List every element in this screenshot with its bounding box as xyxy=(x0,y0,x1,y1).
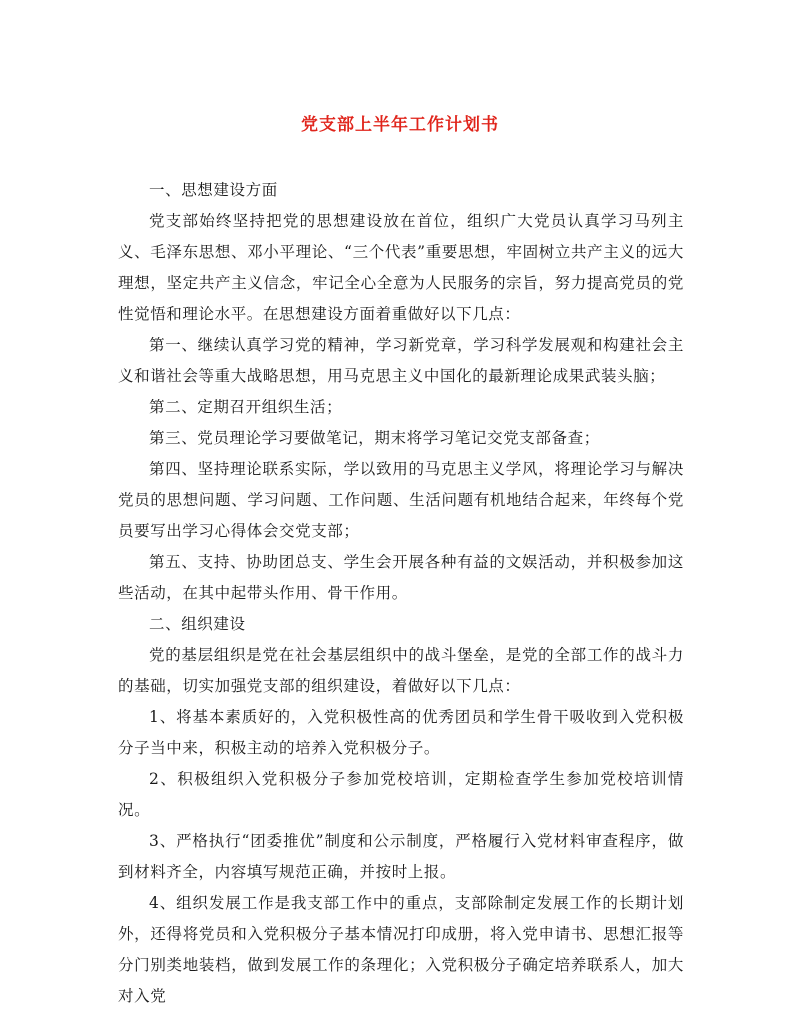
section-heading-ideology: 一、思想建设方面 xyxy=(149,181,278,199)
document-title: 党支部上半年工作计划书 xyxy=(301,115,499,135)
paragraph-item-2: 2、积极组织入党积极分子参加党校培训，定期检查学生参加党校培训情况。 xyxy=(118,770,684,819)
paragraph-point-3: 第三、党员理论学习要做笔记，期末将学习笔记交党支部备查； xyxy=(149,429,600,447)
paragraph-point-4: 第四、坚持理论联系实际，学以致用的马克思主义学风，将理论学习与解决党员的思想问题、学习问题、工作问题、生活问题有机地结合起来，年终每个党员要写出学习心得体会交党支部； xyxy=(118,460,684,540)
paragraph-item-4: 4、组织发展工作是我支部工作中的重点，支部除制定发展工作的长期计划外，还得将党员和入党积极分子基本情况打印成册，将入党申请书、思想汇报等分门别类地装档，做到发展工作的条理化；入党积极分子确定培养联系人，加大对入党 xyxy=(118,894,684,1005)
document-body xyxy=(118,175,684,1012)
section-heading-organization: 二、组织建设 xyxy=(149,615,246,633)
paragraph-item-3: 3、严格执行“团委推优”制度和公示制度，严格履行入党材料审查程序，做到材料齐全，内容填写规范正确，并按时上报。 xyxy=(118,832,684,881)
paragraph-item-1: 1、将基本素质好的，入党积极性高的优秀团员和学生骨干吸收到入党积极分子当中来，积极主动的培养入党积极分子。 xyxy=(118,708,684,757)
paragraph-point-1: 第一、继续认真学习党的精神，学习新党章，学习科学发展观和构建社会主义和谐社会等重大战略思想，用马克思主义中国化的最新理论成果武装头脑； xyxy=(118,336,684,385)
paragraph-organization-intro: 党的基层组织是党在社会基层组织中的战斗堡垒，是党的全部工作的战斗力的基础，切实加强党支部的组织建设，着做好以下几点： xyxy=(118,646,684,695)
paragraph-point-2: 第二、定期召开组织生活； xyxy=(149,398,343,416)
paragraph-ideology-intro: 党支部始终坚持把党的思想建设放在首位，组织广大党员认真学习马列主义、毛泽东思想、邓小平理论、“三个代表”重要思想，牢固树立共产主义的远大理想，坚定共产主义信念，牢记全心全意为人民服务的宗旨，努力提高党员的党性觉悟和理论水平。在思想建设方面着重做好以下几点： xyxy=(118,212,684,323)
paragraph-point-5: 第五、支持、协助团总支、学生会开展各种有益的文娱活动，并积极参加这些活动，在其中起带头作用、骨干作用。 xyxy=(118,553,684,602)
